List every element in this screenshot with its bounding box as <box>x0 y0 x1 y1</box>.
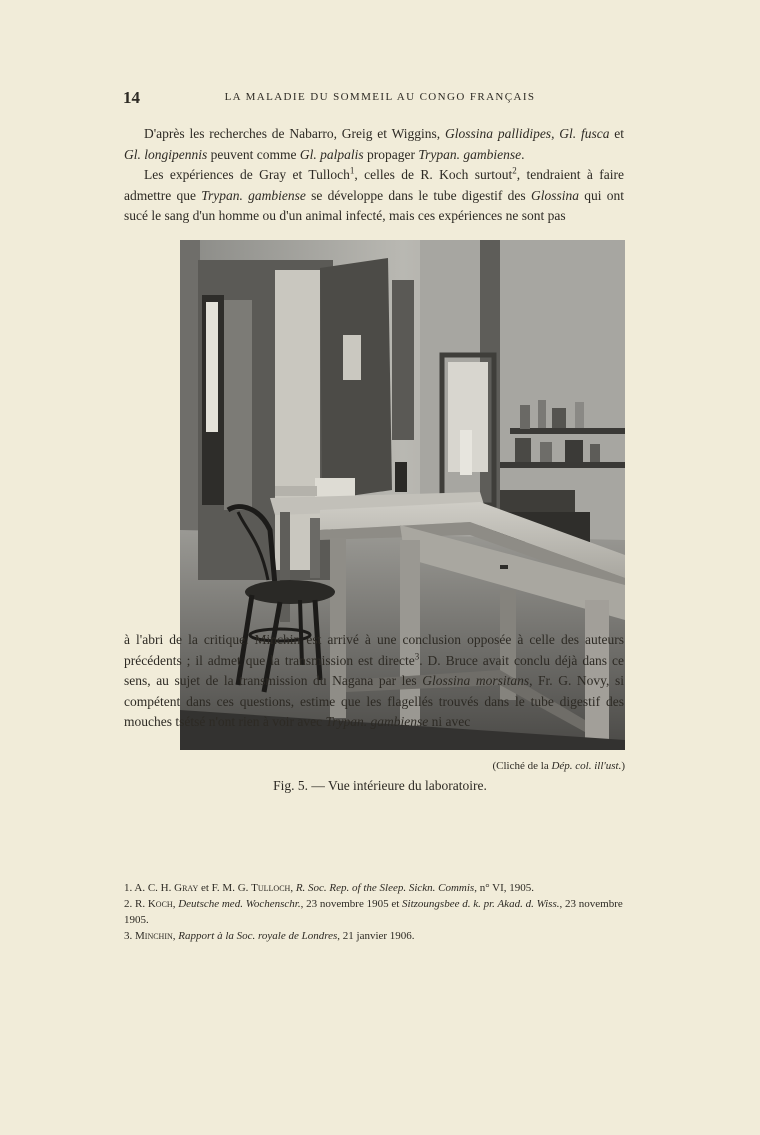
text-run: et <box>609 126 625 141</box>
text-run: , <box>551 126 560 141</box>
text-run: (Cliché de la <box>492 760 552 772</box>
species-name: Trypan. gambiense <box>201 187 306 203</box>
text-run: , <box>172 930 179 942</box>
text-run: peuvent comme <box>207 146 300 162</box>
citation-title: R. Soc. Rep. of the Sleep. Sickn. Commis <box>295 882 475 894</box>
page-number: 14 <box>123 88 140 107</box>
text-run: ni avec <box>428 714 471 729</box>
footnote-ref-1[interactable]: 1 <box>349 165 355 176</box>
author-name: Gray <box>174 882 199 894</box>
text-run: à l'abri de la critique. Minchin est arrivé à une conclusion opposée à celle des auteurs précédents ; il admet que la transmission est directe <box>124 632 624 668</box>
species-name: Gl. palpalis <box>299 146 364 162</box>
author-name: Tulloch <box>251 882 291 894</box>
text-run: 1. A. C. H. <box>124 882 175 894</box>
paragraph-2 <box>124 630 624 733</box>
text-run: ) <box>621 760 625 772</box>
species-name: Glossina pallidipes <box>445 126 552 141</box>
page-header <box>0 88 760 108</box>
citation-title: Rapport à la Soc. royale de Londres <box>178 930 338 942</box>
photo-credit <box>180 760 625 772</box>
text-run: 2. R. <box>124 898 148 910</box>
text-run: qui ont sucé le sang d'un homme ou d'un animal infecté, mais ces expériences ne sont pas <box>124 187 624 223</box>
footnote-2 <box>124 896 624 928</box>
species-name: Trypan. gambiense <box>418 146 522 162</box>
author-name: Koch <box>147 898 173 910</box>
author-name: Minchin <box>135 930 173 942</box>
footnotes <box>124 880 624 944</box>
text-run: , <box>172 898 179 910</box>
footnote-1 <box>124 880 624 896</box>
text-run: , Fr. G. Novy, si compétent dans ces questions, estime que les flagellés trouvés dans le tube digestif des mouches tsétsé n'ont rien à voir avec <box>124 673 624 729</box>
text-run: Dép. col. ill'ust. <box>551 760 622 772</box>
text-run: , celles de R. Koch surtout <box>354 167 513 182</box>
citation-title: Deutsche med. Wochenschr. <box>178 898 301 910</box>
species-name: Glossina morsitans <box>422 673 530 688</box>
text-run: , <box>290 882 296 894</box>
text-run: , 21 janvier 1906. <box>337 930 415 942</box>
text-run: Les expériences de Gray et Tulloch <box>144 167 350 182</box>
citation-title: Sitzoungsbee d. k. pr. Akad. d. Wiss. <box>402 898 560 910</box>
text-run: , tendraient à faire admettre que <box>124 167 624 203</box>
text-run: , n° VI, 1905. <box>474 882 535 894</box>
species-name: Gl. fusca <box>559 126 610 141</box>
text-run: et F. M. G. <box>198 882 252 894</box>
text-run: . <box>521 146 525 162</box>
paragraph-1 <box>124 124 624 227</box>
text-run: , 23 novembre 1905. <box>124 898 623 926</box>
species-name: Glossina <box>530 187 579 203</box>
footnote-ref-2[interactable]: 2 <box>512 165 517 176</box>
text-run: , 23 novembre 1905 et <box>300 898 403 910</box>
text-run: 3. <box>124 930 135 942</box>
text-run: se développe dans le tube digestif des <box>305 187 531 203</box>
footnote-ref-3[interactable]: 3 <box>414 651 420 661</box>
footnote-3 <box>124 928 624 944</box>
figure-caption: Fig. 5. — Vue intérieure du laboratoire. <box>273 778 487 793</box>
species-name: Gl. longipennis <box>124 146 208 162</box>
text-run: propager <box>363 146 419 162</box>
running-title: LA MALADIE DU SOMMEIL AU CONGO FRANÇAIS <box>224 91 536 103</box>
text-run: D'après les recherches de Nabarro, Greig et Wiggins, <box>144 126 445 141</box>
text-run: . D. Bruce avait conclu déjà dans ce sens, au sujet de la transmission du Nagana par les <box>124 652 624 688</box>
species-name: Trypan. gambiense <box>325 714 429 729</box>
